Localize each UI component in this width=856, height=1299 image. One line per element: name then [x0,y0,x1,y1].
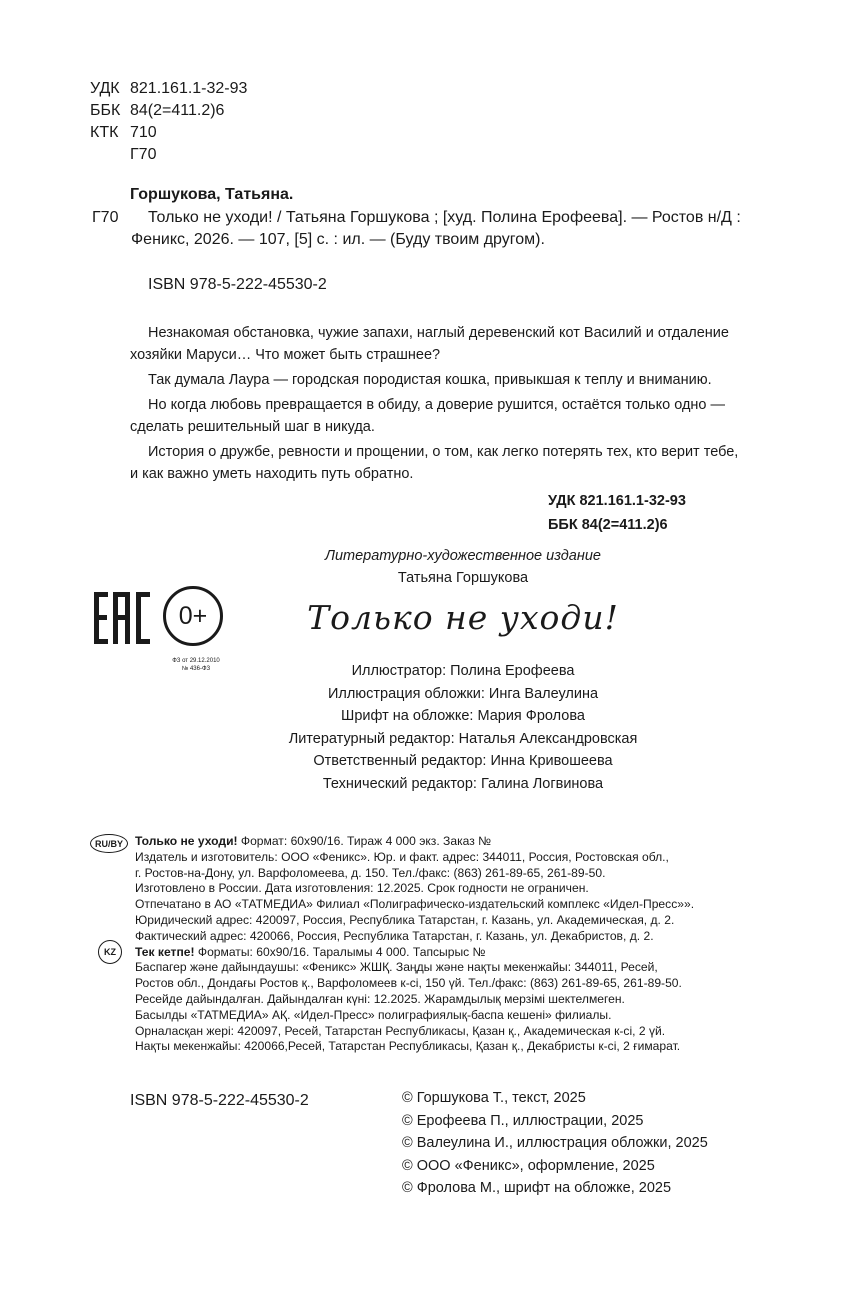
edition-author: Татьяна Горшукова [397,570,529,586]
udk-code: УДК 821.161.1-32-93 [548,493,686,509]
annotation-paragraph: Незнакомая обстановка, чужие запахи, наглый деревенский кот Василий и отдаление хозяйки Маруси… Что может быть страшнее? [130,325,729,363]
credit-line: Иллюстратор: Полина Ерофеева [351,663,575,679]
eac-mark-icon [94,590,152,651]
copyright-line: © Фролова М., шрифт на обложке, 2025 [402,1180,672,1197]
code-row-ktk: КТК 710 [90,124,157,141]
imprint-line: Баспагер және дайындаушы: «Феникс» ЖШҚ. Заңды және нақты мекенжайы: 344011, Ресей, [135,960,658,975]
imprint-line: г. Ростов-на-Дону, ул. Варфоломеева, д. 150. Тел./факс: (863) 261-89-65, 261-89-50. [135,865,606,880]
imprint-line: Отпечатано в АО «ТАТМЕДИА» Филиал «Полиграфическо-издательский комплекс «Идел-Пресс»». [135,897,695,912]
imprint-block [135,834,694,1055]
imprint-kz-header: Тек кетпе! Форматы: 60x90/16. Таралымы 4 000. Тапсырыс № [135,944,486,959]
book-title: Только не уходи! [307,598,619,637]
imprint-line: Юридический адрес: 420097, Россия, Республика Татарстан, г. Казань, ул. Академическая, д. 2. [135,912,675,927]
credit-line: Шрифт на обложке: Мария Фролова [341,708,585,725]
copyright-line: © ООО «Феникс», оформление, 2025 [402,1157,655,1174]
imprint-line: Нақты мекенжайы: 420066,Ресей, Татарстан Республикасы, Қазан қ., Декабристы к-сі, 2 ғимарат. [135,1039,681,1054]
imprint-ru-header: Только не уходи! Формат: 60x90/16. Тираж 4 000 экз. Заказ № [135,834,492,848]
imprint-line: Басылды «ТАТМЕДИА» АҚ. «Идел-Пресс» полиграфиялық-баспа кешені» филиалы. [135,1007,612,1022]
credit-line: Технический редактор: Галина Логвинова [322,775,604,792]
eac-logo [94,590,152,646]
imprint-line: Изготовлено в России. Дата изготовления: 12.2025. Срок годности не ограничен. [135,881,589,896]
bib-author-sign: Г70 [92,209,119,226]
bib-isbn: ISBN 978-5-222-45530-2 [148,276,327,293]
credits-list [200,660,726,796]
age-law-note: ФЗ от 29.12.2010 № 436-ФЗ [172,658,220,672]
imprint-line: Орналасқан жері: 420097, Ресей, Татарстан Республикасы, Қазан қ., Академическая к-сі, 2 үй. [135,1023,666,1038]
classification-codes [90,78,247,166]
age-rating-badge: 0+ [163,586,223,646]
annotation-paragraph: История о дружбе, ревности и прощении, о том, как легко потерять тех, кто верит тебе, и как важно уметь находить путь обратно. [130,444,739,482]
imprint-line: Фактический адрес: 420066, Россия, Республика Татарстан, г. Казань, ул. Декабристов, д. 2. [135,928,654,943]
copyright-list [402,1087,708,1200]
annotation-paragraph: Так думала Лаура — городская породистая кошка, привыкшая к теплу и вниманию. [148,372,712,388]
credit-line: Иллюстрация обложки: Инга Валеулина [327,685,599,702]
bib-description: Только не уходи! / Татьяна Горшукова ; [худ. Полина Ерофеева]. — Ростов н/Д : Феникс, 2026. — 107, [5] с. : ил. — (Буду твоим другом). [131,209,741,248]
code-row-bbk: ББК 84(2=411.2)6 [90,102,225,119]
bib-author: Горшукова, Татьяна. [130,186,294,203]
annotation [130,322,744,488]
credit-line: Ответственный редактор: Инна Кривошеева [313,753,613,770]
code-row-author-sign: Г70 [130,146,157,163]
edition-genre: Литературно-художественное издание [325,548,601,564]
copyright-line: © Ерофеева П., иллюстрации, 2025 [402,1112,644,1129]
isbn-bottom: ISBN 978-5-222-45530-2 [130,1092,309,1109]
imprint-line: Ростов обл., Дондағы Ростов қ., Варфоломеев к-сі, 150 үй. Тел./факс: (863) 261-89-65, 261-89-50. [135,976,682,991]
copyright-line: © Горшукова Т., текст, 2025 [402,1090,586,1106]
imprint-line: Издатель и изготовитель: ООО «Феникс». Юр. и факт. адрес: 344011, Россия, Ростовская обл., [135,849,669,864]
imprint-line: Ресейде дайындалған. Дайындалған күні: 12.2025. Жарамдылық мерзімі шектелмеген. [135,991,625,1006]
credit-line: Литературный редактор: Наталья Александровская [288,730,638,747]
ru-by-badge: RU/BY [90,834,128,853]
bbk-code: ББК 84(2=411.2)6 [548,517,668,533]
annotation-codes [548,489,686,537]
code-row-udk: УДК 821.161.1-32-93 [90,80,248,97]
annotation-paragraph: Но когда любовь превращается в обиду, а доверие рушится, остаётся только одно — сделать решительный шаг в никуда. [130,397,726,435]
copyright-line: © Валеулина И., иллюстрация обложки, 2025 [402,1135,708,1152]
kz-badge: KZ [98,940,122,964]
